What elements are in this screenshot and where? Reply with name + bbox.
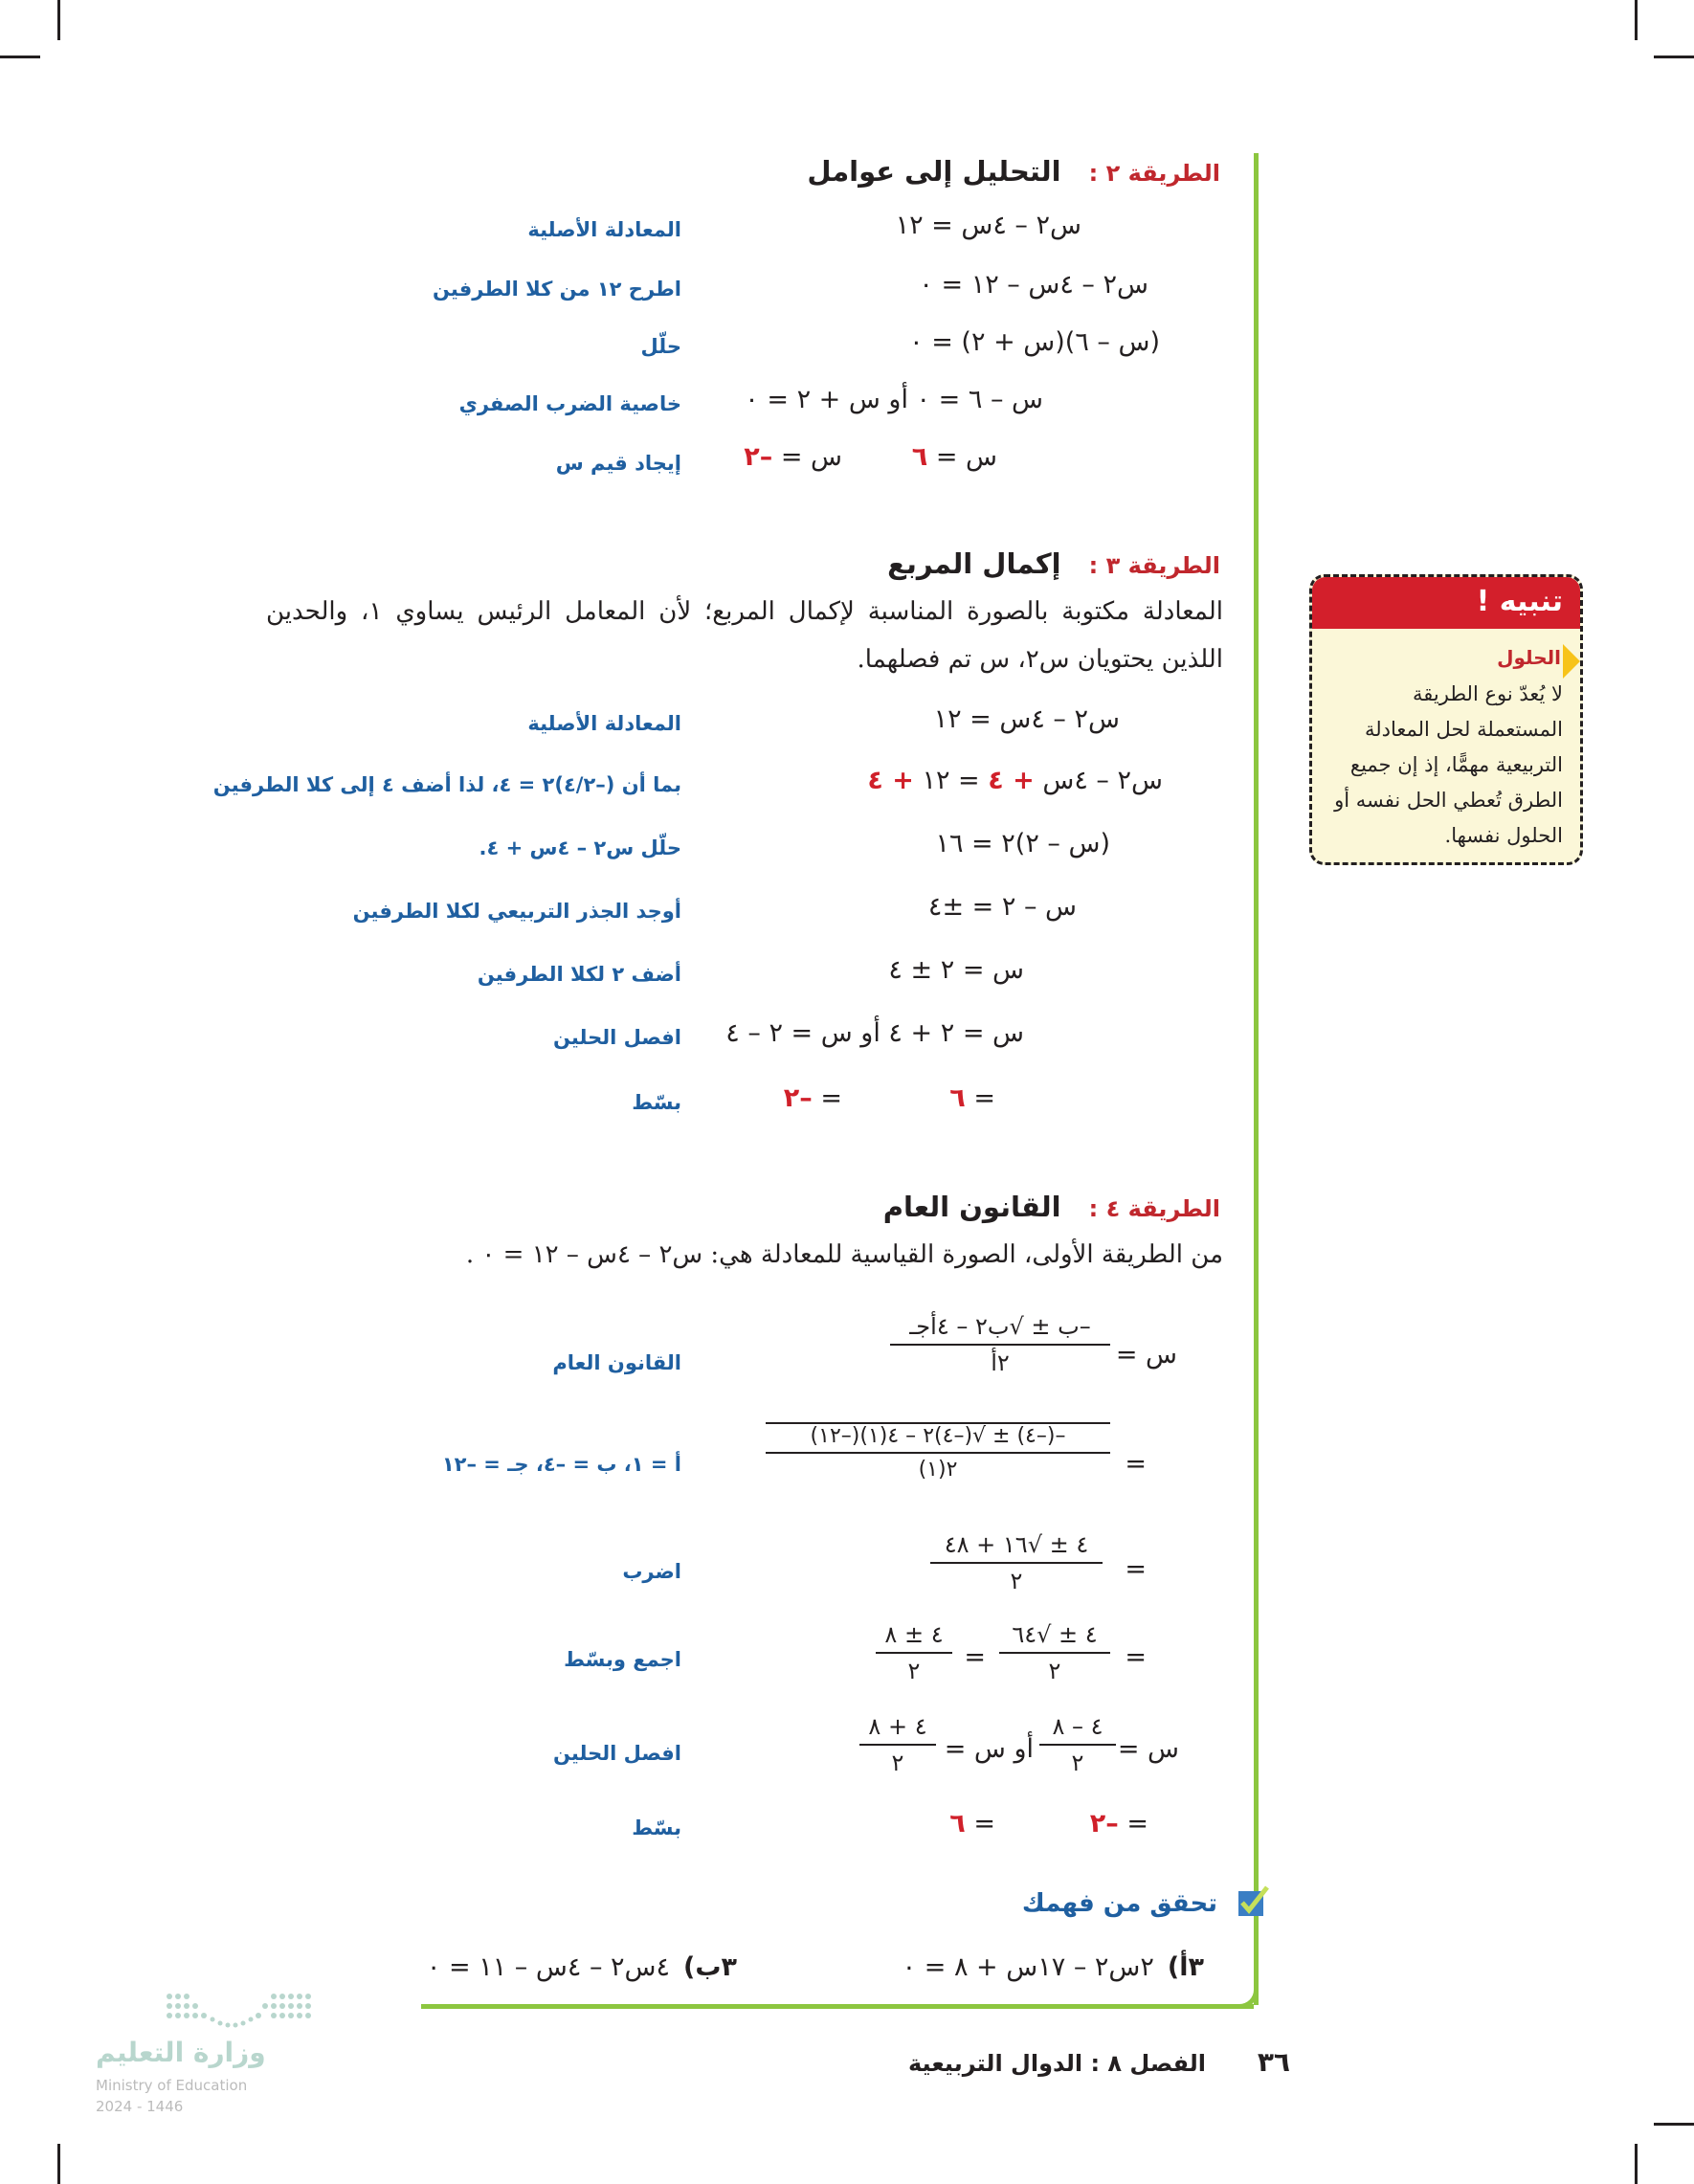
method-3-label: الطريقة ٣ : xyxy=(1088,552,1220,579)
method-4-paragraph: من الطريقة الأولى، الصورة القياسية للمعادلة هي: س٢ – ٤س – ١٢ = ٠ . xyxy=(465,1240,1223,1269)
tip-box xyxy=(1309,574,1583,865)
fraction-numerator: ٤ ± √١٦ + ٤٨ xyxy=(930,1531,1103,1564)
equation: س – ٦ = ٠ أو س + ٢ = ٠ xyxy=(745,385,1043,414)
solution-value: –٢ xyxy=(783,1083,813,1113)
equation-lhs: س = xyxy=(1117,1734,1179,1764)
fraction-numerator: –(–٤) ± √(–٤)٢ – ٤(١)(–١٢) xyxy=(766,1422,1110,1454)
method-2-heading xyxy=(807,155,1220,188)
equation-part: س٢ – ٤س xyxy=(1034,766,1163,795)
step-note: حلّل س٢ – ٤س + ٤. xyxy=(479,836,681,859)
fraction-denominator: ٢ xyxy=(907,1658,921,1684)
exercise-3a xyxy=(903,1952,1204,1982)
solution-b xyxy=(744,442,842,472)
tip-body: لا يُعدّ نوع الطريقة المستعملة لحل المعادلة التربيعية مهمًّا، إذ إن جميع الطرق تُعطي الحل نفسه أو الحلول نفسها. xyxy=(1334,682,1563,847)
exercise-equation: ٤س٢ – ٤س – ١١ = ٠ xyxy=(426,1952,671,1982)
solution-prefix: = xyxy=(812,1083,842,1113)
content-frame-border xyxy=(421,2004,1254,2009)
equation: س – ٢ = ±٤ xyxy=(927,892,1077,922)
fraction xyxy=(766,1422,1110,1482)
crop-mark xyxy=(1654,56,1694,58)
equation-added-term: + ٤ xyxy=(867,766,914,795)
solution-a xyxy=(1090,1809,1148,1839)
fraction-denominator: ٢ xyxy=(1010,1568,1023,1594)
exercise-label: ٣أ) xyxy=(1167,1952,1204,1982)
solution-prefix: = xyxy=(1118,1809,1148,1839)
fraction xyxy=(930,1531,1103,1594)
step-note: خاصية الضرب الصفري xyxy=(458,392,681,415)
step-note: أوجد الجذر التربيعي لكلا الطرفين xyxy=(352,900,681,923)
ministry-logo-arabic: وزارة التعليم xyxy=(96,2037,266,2068)
fraction-numerator: ٤ ± ٨ xyxy=(876,1621,952,1654)
step-note: أضف ٢ لكلا الطرفين xyxy=(477,963,681,986)
fraction-denominator: ٢ xyxy=(891,1749,904,1776)
solution-value: ٦ xyxy=(911,442,928,472)
solution-b xyxy=(949,1809,995,1839)
fraction-denominator: ٢(١) xyxy=(918,1458,958,1482)
ministry-logo-year: 2024 - 1446 xyxy=(96,2098,184,2115)
equation-equals: = xyxy=(1125,1642,1147,1672)
equation-equals: = xyxy=(1125,1554,1147,1584)
exercise-3b xyxy=(427,1952,737,1982)
solution-prefix: س = xyxy=(927,442,997,472)
fraction xyxy=(876,1621,952,1684)
equation: س = ٢ + ٤ أو س = ٢ – ٤ xyxy=(725,1018,1024,1048)
crop-mark xyxy=(57,2144,60,2184)
fraction xyxy=(1039,1713,1116,1776)
step-note: بسّط xyxy=(632,1816,681,1839)
fraction-denominator: ٢أ xyxy=(991,1349,1010,1376)
step-note: افصل الحلين xyxy=(553,1742,681,1765)
fraction-numerator: ٤ – ٨ xyxy=(1039,1713,1116,1746)
equation: س٢ – ٤س – ١٢ = ٠ xyxy=(919,270,1148,300)
checkmark-icon xyxy=(1237,1885,1269,1918)
equation-part: = ١٢ xyxy=(913,766,989,795)
tip-subtitle: الحلول xyxy=(1497,646,1561,669)
method-4-title: القانون العام xyxy=(882,1191,1061,1223)
step-note: بما أن (–٤/٢)٢ = ٤، لذا أضف ٤ إلى كلا الطرفين xyxy=(212,773,681,796)
method-3-paragraph: المعادلة مكتوبة بالصورة المناسبة لإكمال المربع؛ لأن المعامل الرئيس يساوي ١، والحدين اللذين يحتويان س٢، س تم فصلهما. xyxy=(266,597,1223,674)
step-note: أ = ١، ب = –٤، جـ = –١٢ xyxy=(441,1453,681,1476)
equation: س٢ – ٤س = ١٢ xyxy=(933,704,1120,734)
formula-lhs: س = xyxy=(1115,1340,1177,1370)
page-number: ٣٦ xyxy=(1257,2046,1290,2078)
solution-value: ٦ xyxy=(949,1083,966,1113)
ministry-logo-icon xyxy=(165,1991,313,2039)
solution-a xyxy=(912,442,997,472)
fraction-denominator: ٢ xyxy=(1071,1749,1084,1776)
step-note: اجمع وبسّط xyxy=(564,1648,681,1671)
method-2-title: التحليل إلى عوامل xyxy=(807,155,1061,188)
check-understanding-title: تحقق من فهمك xyxy=(1021,1889,1217,1918)
solution-prefix: = xyxy=(965,1083,995,1113)
solution-value: –٢ xyxy=(1089,1809,1119,1839)
method-3-heading xyxy=(887,547,1220,580)
method-4-label: الطريقة ٤ : xyxy=(1088,1195,1220,1222)
step-note: اضرب xyxy=(622,1560,681,1583)
equation: س = ٢ ± ٤ xyxy=(888,955,1024,985)
crop-mark xyxy=(57,0,60,40)
method-2-label: الطريقة ٢ : xyxy=(1088,160,1220,187)
step-note: المعادلة الأصلية xyxy=(527,218,681,241)
equation: (س – ٦)(س + ٢) = ٠ xyxy=(909,327,1160,357)
solution-prefix: س = xyxy=(772,442,842,472)
step-note: حلّل xyxy=(640,335,681,358)
step-note: إيجاد قيم س xyxy=(555,452,681,475)
fraction-numerator: –ب ± √ب٢ – ٤أجـ xyxy=(890,1313,1110,1346)
fraction-numerator: ٤ + ٨ xyxy=(859,1713,936,1746)
equation-added-term: + ٤ xyxy=(988,766,1035,795)
content-frame-corner xyxy=(1235,1985,1259,2009)
method-4-heading xyxy=(883,1191,1220,1223)
step-note: افصل الحلين xyxy=(553,1026,681,1049)
crop-mark xyxy=(1635,0,1638,40)
step-note: اطرح ١٢ من كلا الطرفين xyxy=(433,278,681,301)
fraction-numerator: ٤ ± √٦٤ xyxy=(999,1621,1110,1654)
solution-value: –٢ xyxy=(744,442,773,472)
equation-or: أو س = xyxy=(944,1734,1034,1764)
fraction-denominator: ٢ xyxy=(1048,1658,1061,1684)
exercise-equation: ٢س٢ – ١٧س + ٨ = ٠ xyxy=(902,1952,1154,1982)
crop-mark xyxy=(1635,2144,1638,2184)
crop-mark xyxy=(0,56,40,58)
method-3-title: إكمال المربع xyxy=(887,547,1061,580)
crop-mark xyxy=(1654,2123,1694,2126)
solution-a xyxy=(949,1083,995,1113)
solution-value: ٦ xyxy=(949,1809,966,1839)
tip-title: تنبيه ! xyxy=(1476,585,1563,618)
fraction xyxy=(999,1621,1110,1684)
step-note: القانون العام xyxy=(552,1351,681,1374)
step-note: بسّط xyxy=(632,1091,681,1114)
solution-b xyxy=(784,1083,842,1113)
step-note: المعادلة الأصلية xyxy=(527,712,681,735)
fraction xyxy=(890,1313,1110,1376)
equation-equals: = xyxy=(1125,1449,1147,1479)
chapter-title: الفصل ٨ : الدوال التربيعية xyxy=(908,2050,1206,2077)
exercise-label: ٣ب) xyxy=(683,1952,737,1982)
equation: (س – ٢)٢ = ١٦ xyxy=(935,829,1110,858)
content-frame-border xyxy=(1254,153,1259,2005)
solution-prefix: = xyxy=(965,1809,995,1839)
fraction xyxy=(859,1713,936,1776)
ministry-logo-english: Ministry of Education xyxy=(96,2077,248,2094)
equation: س٢ – ٤س = ١٢ xyxy=(895,211,1081,240)
equation-equals: = xyxy=(964,1642,986,1672)
equation xyxy=(867,766,1163,795)
tip-marker-icon xyxy=(1563,644,1580,679)
